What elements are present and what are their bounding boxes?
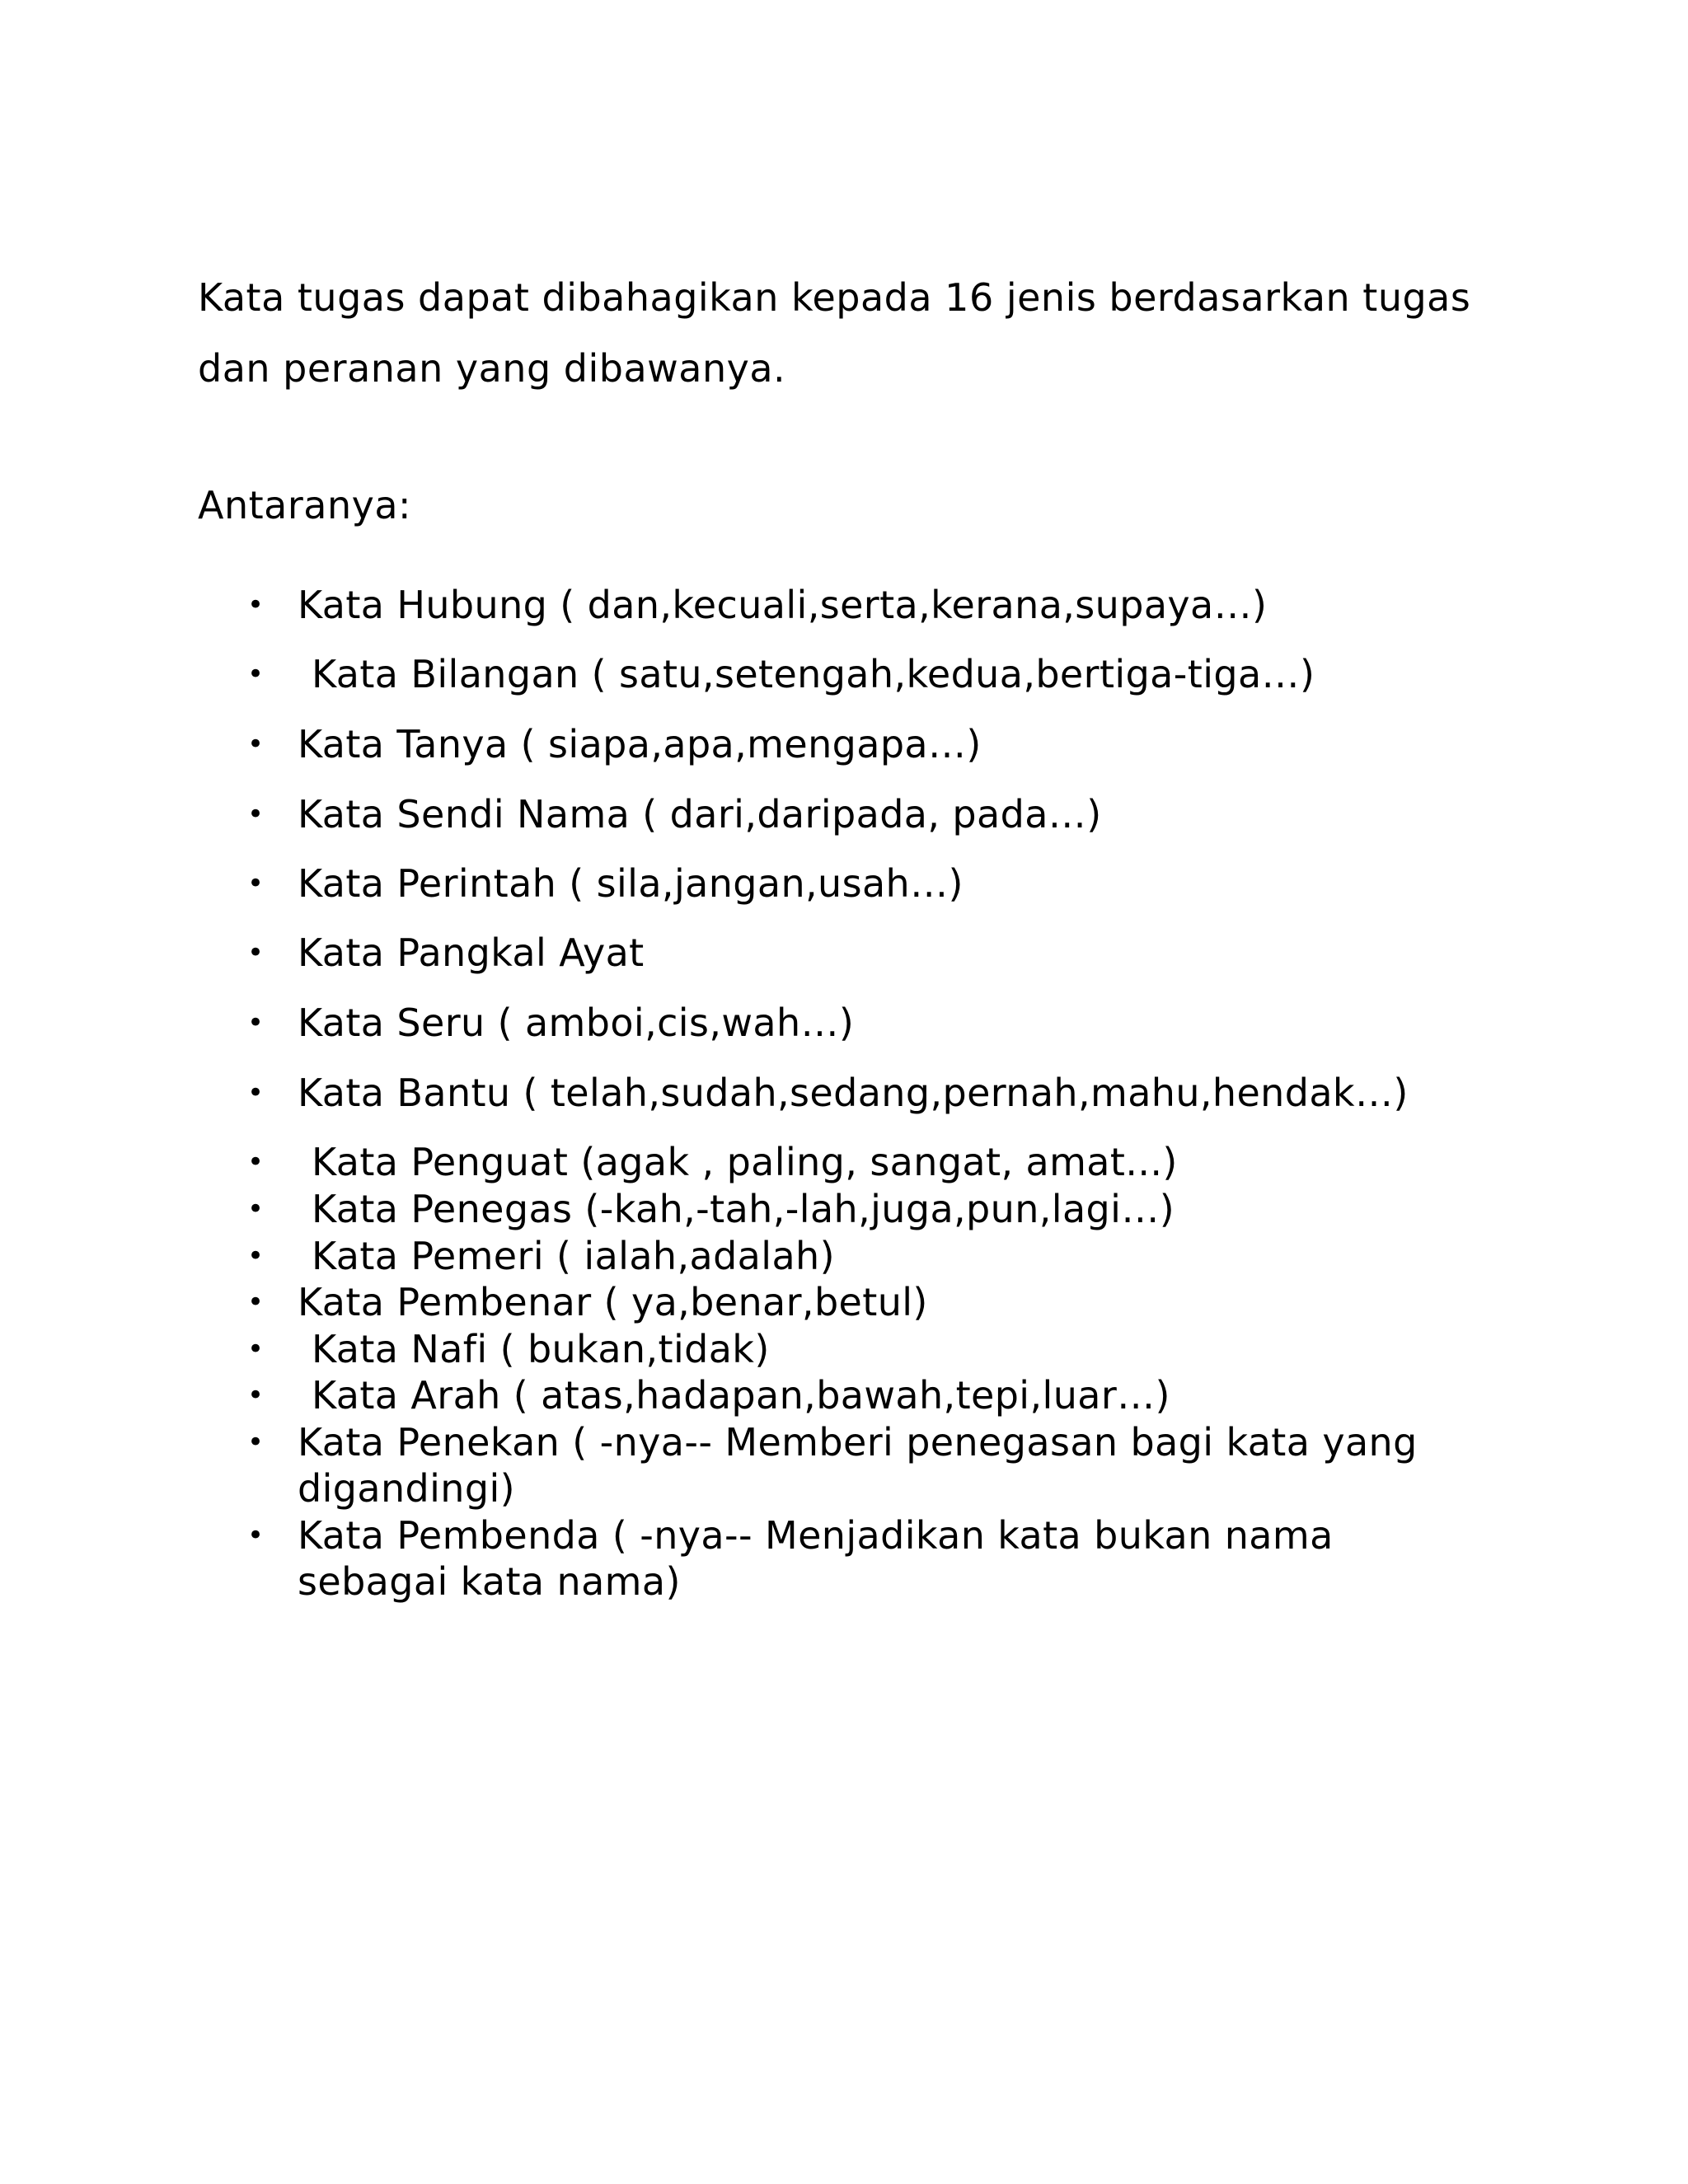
bullet-icon: • [247, 1426, 265, 1459]
bullet-icon: • [247, 588, 265, 621]
list-item-text: Kata Seru ( amboi,cis,wah…) [298, 1001, 855, 1045]
list-item-text: Kata Pembenar ( ya,benar,betul) [298, 1280, 928, 1324]
bullet-icon: • [247, 936, 265, 969]
bullet-icon: • [247, 1146, 265, 1179]
list-item-text: Kata Penekan ( -nya-- Memberi penegasan bagi kata yang digandingi) [298, 1420, 1418, 1511]
intro-line-2: dan peranan yang dibawanya. [198, 346, 786, 391]
list-item-text: Kata Arah ( atas,hadapan,bawah,tepi,luar…) [312, 1373, 1170, 1418]
bullet-icon: • [247, 1240, 265, 1272]
list-item-text: Kata Perintah ( sila,jangan,usah…) [298, 861, 964, 906]
bullet-icon: • [247, 867, 265, 900]
list-item-text: Kata Bantu ( telah,sudah,sedang,pernah,mahu,hendak…) [298, 1071, 1409, 1115]
list-heading: Antaranya: [198, 483, 412, 527]
list-item-text: Kata Pemeri ( ialah,adalah) [312, 1234, 835, 1278]
bullet-icon: • [247, 1333, 265, 1366]
bullet-icon: • [247, 1286, 265, 1319]
list-item-text: Kata Hubung ( dan,kecuali,serta,kerana,supaya…) [298, 583, 1268, 627]
list-item-text: Kata Bilangan ( satu,setengah,kedua,bertiga-tiga…) [312, 652, 1315, 696]
bullet-icon: • [247, 1379, 265, 1412]
list-item-text: Kata Sendi Nama ( dari,daripada, pada…) [298, 792, 1102, 837]
intro-paragraph [198, 262, 1533, 404]
list-item-text: Kata Penguat (agak , paling, sangat, amat...) [312, 1140, 1178, 1184]
bullet-icon: • [247, 658, 265, 691]
list-item-text: Kata Nafi ( bukan,tidak) [312, 1327, 770, 1371]
intro-line-1: Kata tugas dapat dibahagikan kepada 16 jenis berdasarkan tugas [198, 275, 1471, 320]
list-item-text: Kata Tanya ( siapa,apa,mengapa…) [298, 722, 982, 766]
list-item-text: Kata Pangkal Ayat [298, 930, 645, 975]
bullet-icon: • [247, 798, 265, 831]
list-item-text: Kata Penegas (-kah,-tah,-lah,juga,pun,lagi…) [312, 1187, 1175, 1231]
bullet-icon: • [247, 728, 265, 761]
list-item-text: Kata Pembenda ( -nya-- Menjadikan kata bukan nama sebagai kata nama) [298, 1513, 1334, 1604]
bullet-icon: • [247, 1076, 265, 1109]
bullet-icon: • [247, 1006, 265, 1039]
bullet-icon: • [247, 1519, 265, 1552]
bullet-icon: • [247, 1193, 265, 1226]
